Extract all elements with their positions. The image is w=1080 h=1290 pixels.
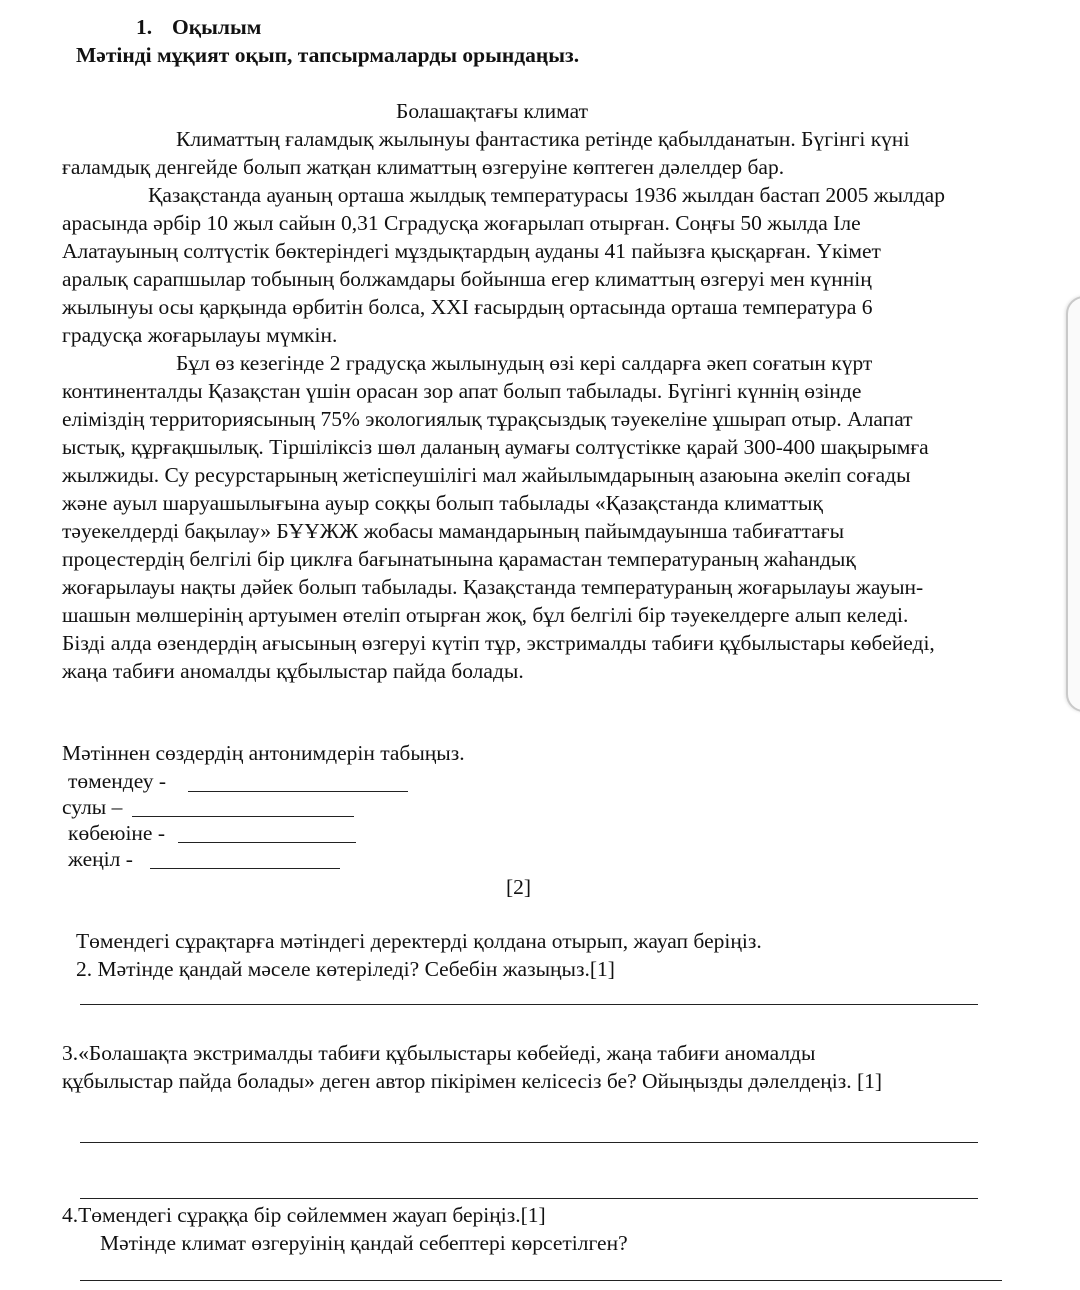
task4-instruction: 4.Төмендегі сұраққа бір сөйлеммен жауап беріңіз.[1]	[62, 1203, 546, 1227]
passage-line: шашын мөлшерінің артуымен өтеліп отырған жоқ, бұл белгілі бір тәуекелдерге алып келеді.	[62, 603, 909, 627]
antonym-word: төмендеу -	[68, 769, 167, 793]
antonym-word: сулы –	[62, 795, 123, 819]
passage-line: Бізді алда өзендердің ағысының өзгеруі күтіп тұр, экстрималды табиғи құбылыстары көбейеді,	[62, 631, 935, 655]
antonym-word: жеңіл -	[68, 847, 133, 871]
passage-line: және ауыл шаруашылығына ауыр соққы болып табылады «Қазақстанда климаттық	[62, 491, 823, 515]
passage-line: аралық сарапшылар тобының болжамдары бойынша егер климаттың өзгеруі мен күннің	[62, 267, 872, 291]
task4-answer-line[interactable]	[80, 1280, 1002, 1281]
passage-line: Алатауының солтүстік бөктеріндегі мұздықтардың ауданы 41 пайызға қысқарған. Үкімет	[62, 239, 881, 263]
task4-question: Мәтінде климат өзгеруінің қандай себептері көрсетілген?	[100, 1231, 628, 1255]
passage-line: градусқа жоғарылауы мүмкін.	[62, 323, 338, 347]
passage-line: континенталды Қазақстан үшін орасан зор апат болып табылады. Бүгінгі күннің өзінде	[62, 379, 862, 403]
passage-line: жаңа табиғи аномалды құбылыстар пайда болады.	[62, 659, 524, 683]
task1-instruction: Мәтіннен сөздердің антонимдерін табыңыз.	[62, 741, 465, 765]
task2-answer-line[interactable]	[80, 1004, 978, 1005]
task3-question-line2: құбылыстар пайда болады» деген автор пікірімен келісесіз бе? Ойыңызды дәлелдеңіз. [1]	[62, 1069, 883, 1093]
passage-line: Климаттың ғаламдық жылынуы фантастика ретінде қабылданатын. Бүгінгі күні	[176, 127, 910, 151]
antonym-answer-line[interactable]	[132, 816, 354, 817]
antonym-answer-line[interactable]	[178, 842, 356, 843]
passage-line: тәуекелдерді бақылау» БҰҰЖЖ жобасы мамандарының пайымдауынша табиғаттағы	[62, 519, 845, 543]
task3-answer-line[interactable]	[80, 1198, 978, 1199]
section-instruction: Мәтінді мұқият оқып, тапсырмаларды орындаңыз.	[76, 43, 580, 67]
passage-line: ғаламдық денгейде болып жатқан климаттың өзгеруіне көптеген дәлелдер бар.	[62, 155, 785, 179]
task2-question: 2. Мәтінде қандай мәселе көтеріледі? Себебін жазыңыз.[1]	[76, 957, 615, 981]
passage-line: жылжиды. Су ресурстарының жетіспеушілігі мал жайылымдарының азаюына әкеліп соғады	[62, 463, 911, 487]
passage-line: процестердің белгілі бір циклға бағынатынына қарамастан температураның жаһандық	[62, 547, 856, 571]
text-title: Болашақтағы климат	[396, 99, 588, 123]
antonym-answer-line[interactable]	[188, 791, 408, 792]
task3-question-line1: 3.«Болашақта экстрималды табиғи құбылыстары көбейеді, жаңа табиғи аномалды	[62, 1041, 816, 1065]
side-scroll-handle[interactable]	[1066, 296, 1080, 712]
passage-line: жылынуы осы қарқында өрбитін болса, ХХІ ғасырдың ортасында орташа температура 6	[62, 295, 873, 319]
passage-line: арасында әрбір 10 жыл сайын 0,31 Cградусқа жоғарылап отырған. Соңғы 50 жылда Іле	[62, 211, 861, 235]
passage-line: Қазақстанда ауаның орташа жылдық температурасы 1936 жылдан бастап 2005 жылдар	[148, 183, 945, 207]
antonym-answer-line[interactable]	[150, 868, 340, 869]
section-title: Оқылым	[172, 15, 262, 39]
task2-instruction: Төмендегі сұрақтарға мәтіндегі деректерді қолдана отырып, жауап беріңіз.	[76, 929, 762, 953]
passage-line: жоғарылауы нақты дәйек болып табылады. Қазақстанда температураның жоғарылауы жауын-	[62, 575, 924, 599]
task3-answer-line[interactable]	[80, 1142, 978, 1143]
antonym-word: көбеюіне -	[68, 821, 166, 845]
passage-line: Бұл өз кезегінде 2 градусқа жылынудың өзі кері салдарға әкеп соғатын күрт	[176, 351, 873, 375]
passage-line: еліміздің территориясының 75% экологиялық тұрақсыздық тәуекеліне ұшырап отыр. Алапат	[62, 407, 913, 431]
section-number: 1.	[136, 15, 153, 39]
task1-marks: [2]	[506, 875, 532, 899]
passage-line: ыстық, құрғақшылық. Тіршіліксіз шөл даланың аумағы солтүстікке қарай 300-400 шақырымға	[62, 435, 929, 459]
